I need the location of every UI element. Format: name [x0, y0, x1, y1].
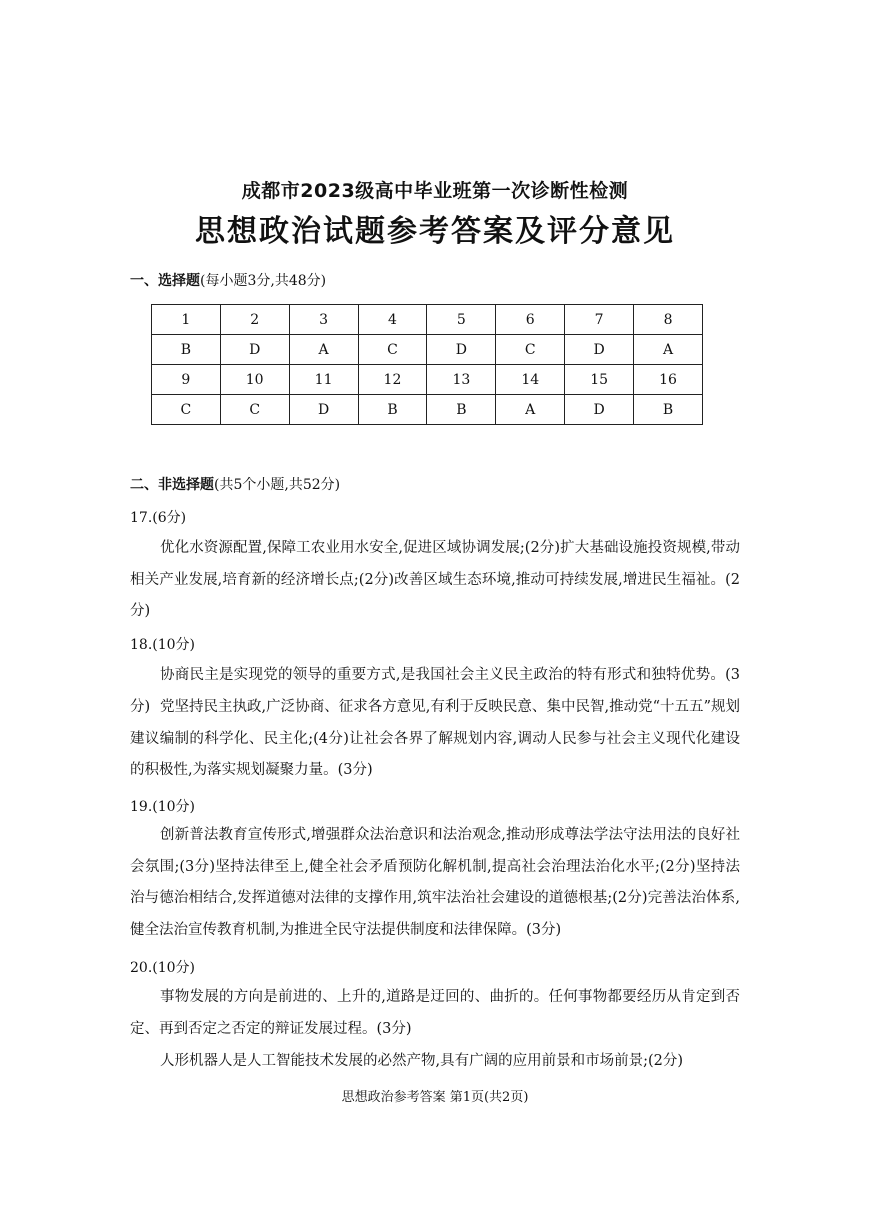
- section1-heading: [130, 270, 326, 290]
- answer-cell: 1: [152, 305, 221, 335]
- answer-cell: A: [496, 395, 565, 425]
- answer-cell: 12: [358, 365, 427, 395]
- answer-row-letters-2: [152, 395, 703, 425]
- answer-row-numbers-1: [152, 305, 703, 335]
- q17-label: 17.(6分): [130, 510, 187, 526]
- answer-cell: 11: [289, 365, 358, 395]
- q19-answer: 创新普法教育宣传形式,增强群众法治意识和法治观念,推动形成尊法学法守法用法的良好社会氛围;(3分)坚持法律至上,健全社会矛盾预防化解机制,提高社会治理法治化水平;(2分)坚持法治与德治相结合,发挥道德对法律的支撑作用,筑牢法治社会建设的道德根基;(2分)完善法治体系,健全法治宣传教育机制,为推进全民守法提供制度和法律保障。(3分): [130, 827, 740, 938]
- answer-cell: D: [565, 395, 634, 425]
- exam-title: 成都市2023级高中毕业班第一次诊断性检测: [241, 180, 629, 202]
- answer-cell: 5: [427, 305, 496, 335]
- answer-cell: A: [634, 335, 703, 365]
- section1-title: 一、选择题: [130, 273, 200, 289]
- answer-cell: B: [358, 395, 427, 425]
- answer-cell: C: [358, 335, 427, 365]
- page-footer: 思想政治参考答案 第1页(共2页): [341, 1090, 529, 1105]
- answer-cell: B: [634, 395, 703, 425]
- answer-table: [151, 304, 703, 425]
- answer-cell: 4: [358, 305, 427, 335]
- section2-heading: [130, 474, 340, 494]
- answer-cell: C: [152, 395, 221, 425]
- answer-cell: 6: [496, 305, 565, 335]
- answer-cell: D: [220, 335, 289, 365]
- q20-answer-2: 人形机器人是人工智能技术发展的必然产物,具有广阔的应用前景和市场前景;(2分): [160, 1053, 684, 1069]
- answer-cell: 15: [565, 365, 634, 395]
- answer-cell: 9: [152, 365, 221, 395]
- answer-cell: D: [427, 335, 496, 365]
- answer-cell: D: [565, 335, 634, 365]
- answer-cell: 2: [220, 305, 289, 335]
- section1-note: (每小题3分,共48分): [200, 273, 327, 289]
- answer-row-numbers-2: [152, 365, 703, 395]
- answer-row-letters-1: [152, 335, 703, 365]
- answer-cell: 13: [427, 365, 496, 395]
- q18-label: 18.(10分): [130, 637, 196, 653]
- answer-cell: 7: [565, 305, 634, 335]
- q19-label: 19.(10分): [130, 799, 196, 815]
- answer-cell: 14: [496, 365, 565, 395]
- q17-answer: 优化水资源配置,保障工农业用水安全,促进区域协调发展;(2分)扩大基础设施投资规模,带动相关产业发展,培育新的经济增长点;(2分)改善区域生态环境,推动可持续发展,增进民生福祉。(2分): [130, 540, 740, 619]
- q18-answer-2: 党坚持民主执政,广泛协商、征求各方意见,有利于反映民意、集中民智,推动党“十五五”规划建议编制的科学化、民主化;(4分)让社会各界了解规划内容,调动人民参与社会主义现代化建设的积极性,为落实规划凝聚力量。(3分): [130, 699, 740, 778]
- section2-title: 二、非选择题: [130, 477, 214, 493]
- answer-cell: A: [289, 335, 358, 365]
- q18-answer-1: 协商民主是实现党的领导的重要方式,是我国社会主义民主政治的特有形式和独特优势。(3分): [130, 667, 740, 715]
- answer-cell: 16: [634, 365, 703, 395]
- answer-cell: 8: [634, 305, 703, 335]
- answer-cell: 10: [220, 365, 289, 395]
- document-title: 思想政治试题参考答案及评分意见: [195, 214, 675, 249]
- answer-cell: D: [289, 395, 358, 425]
- section2-note: (共5个小题,共52分): [214, 477, 341, 493]
- answer-cell: C: [220, 395, 289, 425]
- answer-cell: 3: [289, 305, 358, 335]
- q20-answer-1: 事物发展的方向是前进的、上升的,道路是迂回的、曲折的。任何事物都要经历从肯定到否定、再到否定之否定的辩证发展过程。(3分): [130, 989, 740, 1037]
- q20-label: 20.(10分): [130, 960, 196, 976]
- answer-cell: B: [152, 335, 221, 365]
- answer-cell: C: [496, 335, 565, 365]
- answer-cell: B: [427, 395, 496, 425]
